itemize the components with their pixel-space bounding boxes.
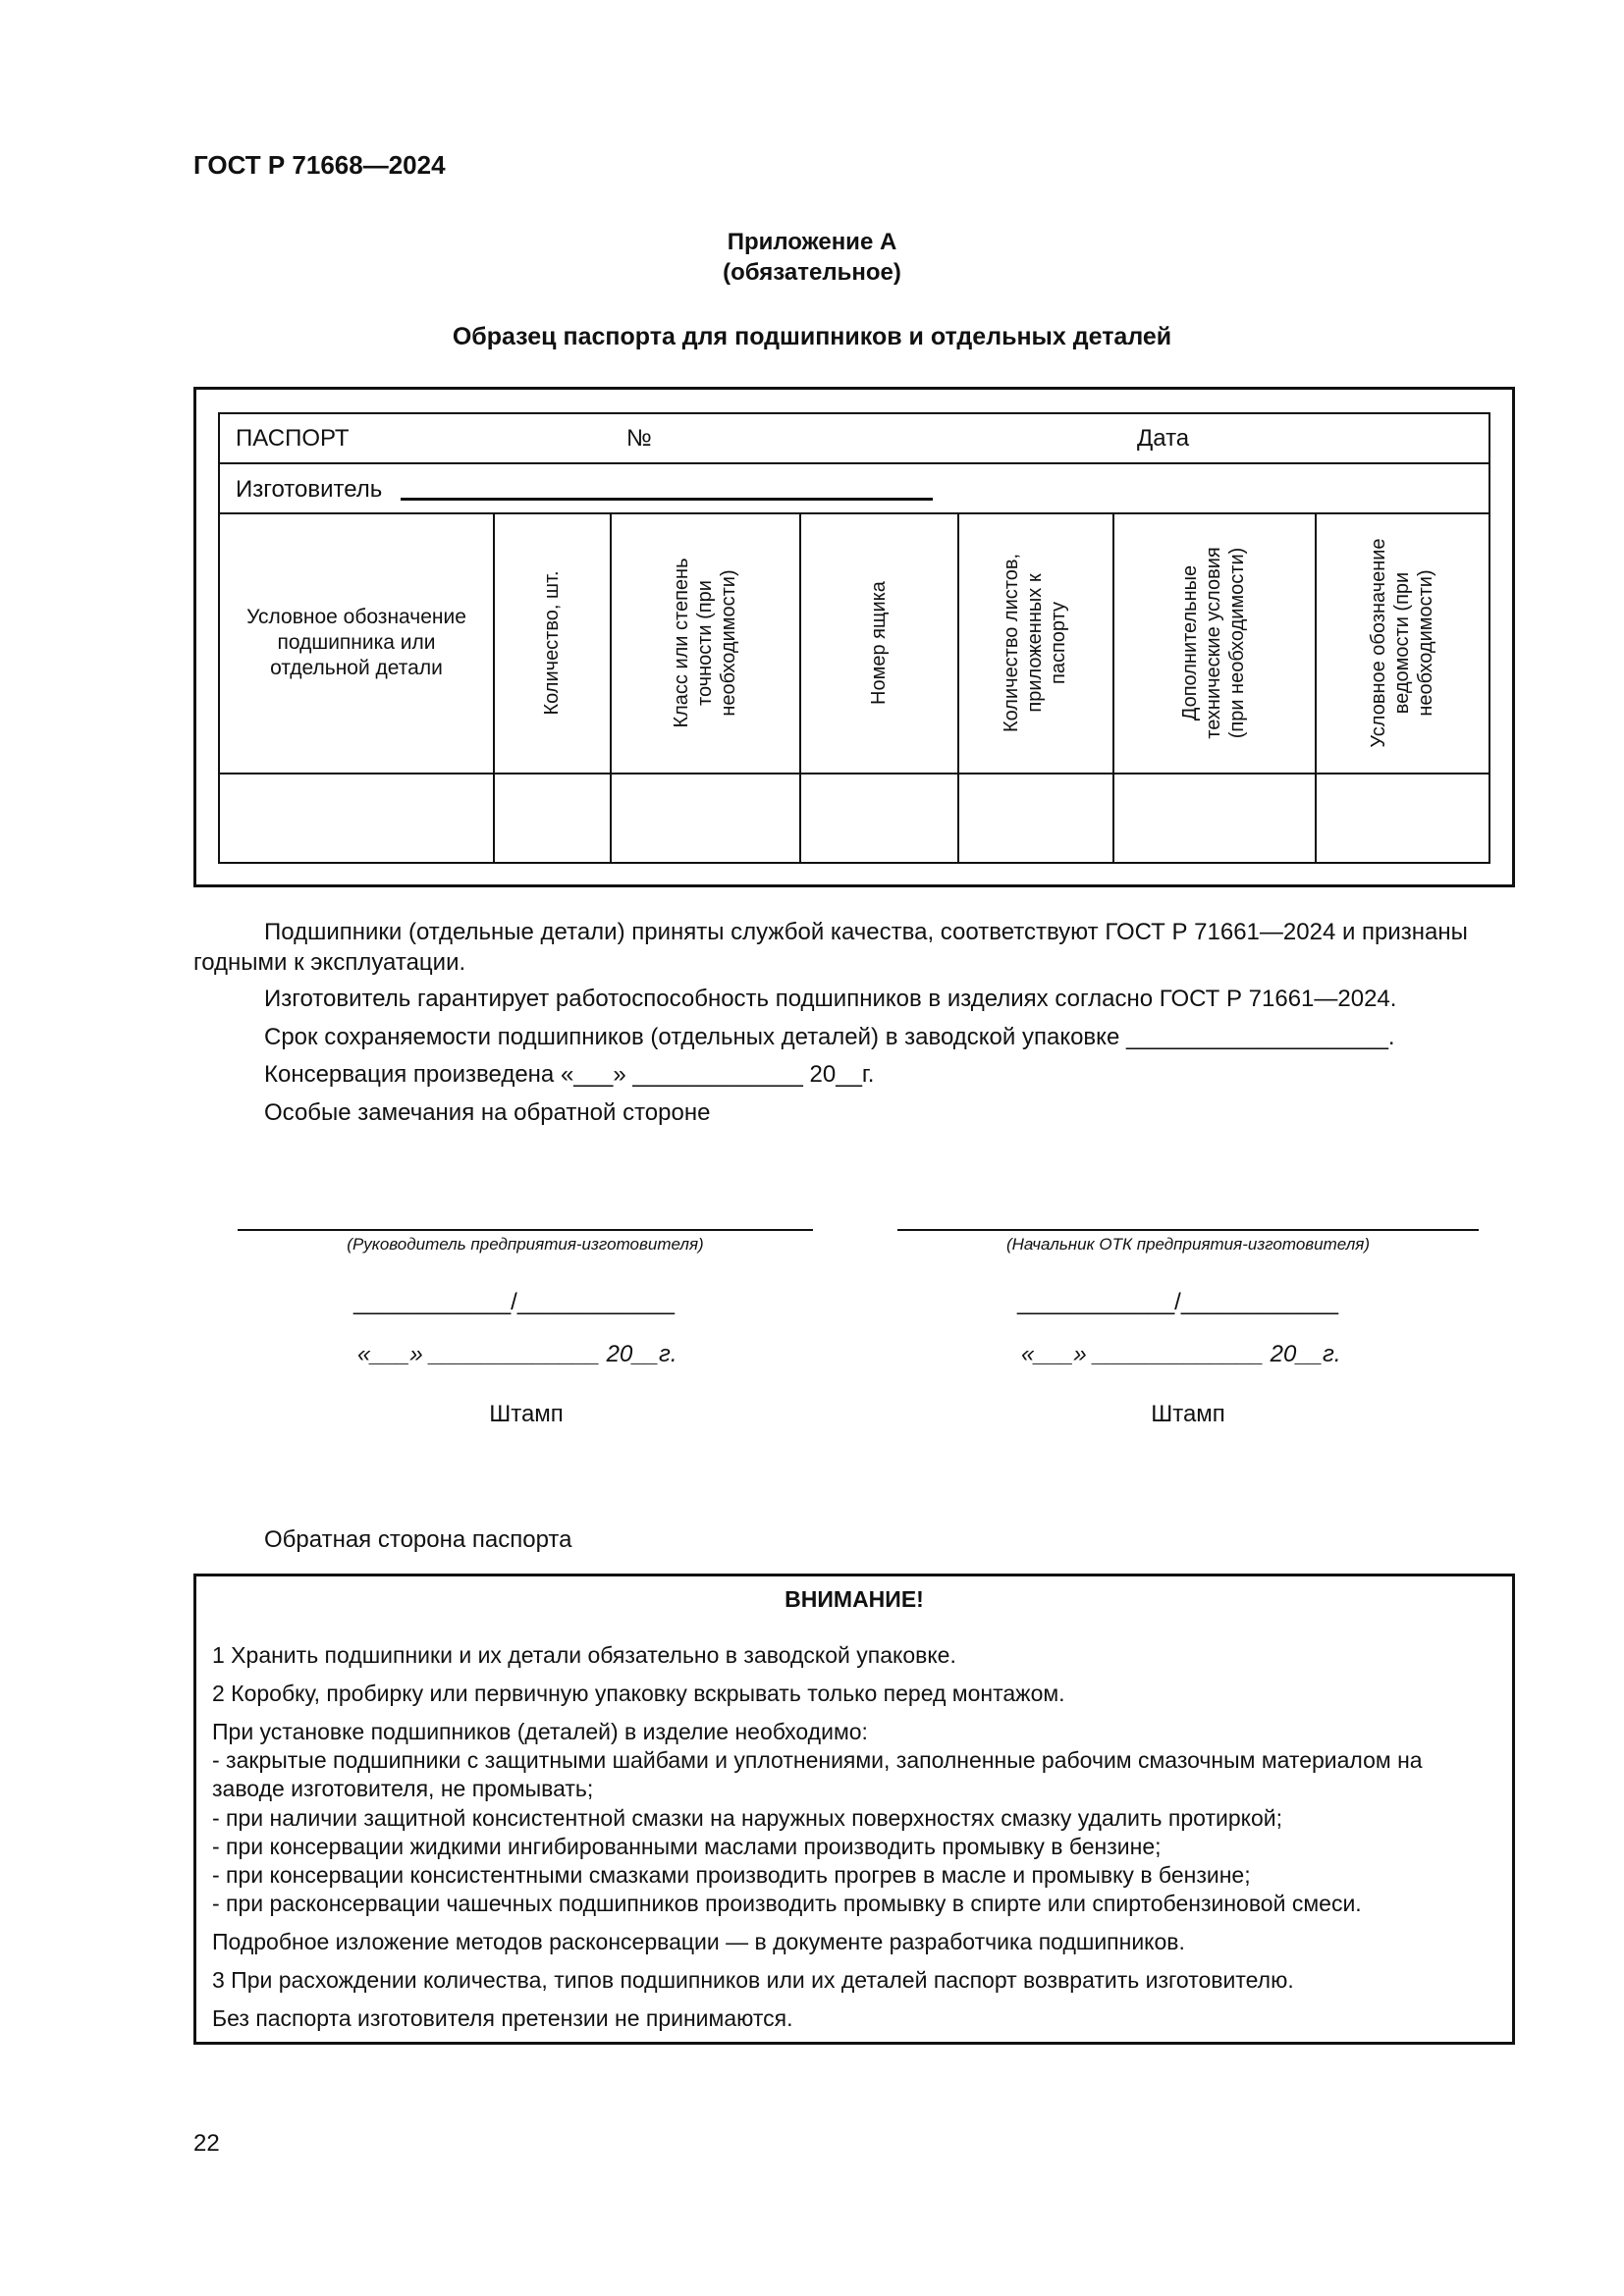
table-cell-designation[interactable]	[220, 775, 492, 862]
warning-line: 2 Коробку, пробирку или первичную упаковку вскрывать только перед монтажом.	[212, 1681, 1065, 1706]
warning-line: - при наличии защитной консистентной смазки на наружных поверхностях смазку удалить протиркой;	[212, 1805, 1282, 1831]
director-caption: (Руководитель предприятия-изготовителя)	[347, 1235, 704, 1254]
manufacturer-field-line[interactable]	[401, 498, 933, 501]
column-header-statement-designation: Условное обозначение ведомости (при необходимости)	[1368, 538, 1436, 748]
warning-line: При установке подшипников (деталей) в изделие необходимо:	[212, 1719, 868, 1744]
acceptance-paragraph: Подшипники (отдельные детали) приняты службой качества, соответствуют ГОСТ Р 71661—2024 и признаны годными к эксплуатации.	[193, 919, 1468, 976]
director-signature-line[interactable]	[238, 1229, 813, 1231]
row-divider	[218, 462, 1490, 464]
appendix-title: Приложение А	[727, 229, 897, 255]
table-cell-accuracy-class[interactable]	[612, 775, 798, 862]
table-cell-box-number[interactable]	[801, 775, 956, 862]
qc-head-signature-line[interactable]	[897, 1229, 1479, 1231]
document-id: ГОСТ Р 71668—2024	[193, 150, 446, 180]
warning-line: Без паспорта изготовителя претензии не принимаются.	[212, 2005, 793, 2031]
passport-number-label: №	[626, 425, 652, 452]
qc-head-caption: (Начальник ОТК предприятия-изготовителя)	[1005, 1235, 1371, 1254]
director-date-line[interactable]: «___» _____________ 20__г.	[357, 1341, 677, 1367]
warning-title: ВНИМАНИЕ!	[785, 1586, 924, 1612]
warning-line: 3 При расхождении количества, типов подшипников или их деталей паспорт возвратить изготовителю.	[212, 1967, 1294, 1993]
column-header-sheet-count: Количество листов, приложенных к паспорту	[1001, 553, 1069, 733]
passport-date-label: Дата	[1137, 425, 1190, 452]
column-header-box-number: Номер ящика	[868, 581, 890, 705]
appendix-heading: Образец паспорта для подшипников и отдельных деталей	[452, 323, 1172, 350]
table-cell-statement-designation[interactable]	[1317, 775, 1489, 862]
shelf-life-paragraph: Срок сохраняемости подшипников (отдельных деталей) в заводской упаковке ____________________.	[264, 1024, 1395, 1050]
reverse-side-title: Обратная сторона паспорта	[264, 1526, 572, 1553]
preservation-paragraph: Консервация произведена «___» _____________ 20__г.	[264, 1061, 875, 1088]
passport-label: ПАСПОРТ	[236, 425, 350, 452]
remarks-paragraph: Особые замечания на обратной стороне	[264, 1099, 711, 1126]
appendix-status: (обязательное)	[723, 259, 901, 286]
column-header-designation: Условное обозначение подшипника или отдельной детали	[246, 606, 466, 679]
column-header-quantity: Количество, шт.	[541, 570, 563, 716]
manufacturer-label: Изготовитель	[236, 476, 383, 503]
row-divider	[218, 512, 1490, 514]
row-divider	[218, 773, 1490, 774]
guarantee-paragraph: Изготовитель гарантирует работоспособность подшипников в изделиях согласно ГОСТ Р 71661—2024.	[264, 986, 1397, 1012]
table-cell-technical-conditions[interactable]	[1114, 775, 1314, 862]
director-stamp-label: Штамп	[489, 1401, 564, 1427]
warning-line: - при консервации консистентными смазками производить прогрев в масле и промывку в бензине;	[212, 1862, 1251, 1888]
warning-line: Подробное изложение методов расконсервации — в документе разработчика подшипников.	[212, 1929, 1185, 1954]
warning-line: - при консервации жидкими ингибированными маслами производить промывку в бензине;	[212, 1834, 1162, 1859]
table-cell-quantity[interactable]	[495, 775, 609, 862]
qc-head-date-line[interactable]: «___» _____________ 20__г.	[1021, 1341, 1341, 1367]
column-header-accuracy-class: Класс или степень точности (при необходимости)	[671, 558, 739, 728]
warning-line: - при расконсервации чашечных подшипников производить промывку в спирте или спиртобензиновой смеси.	[212, 1891, 1362, 1916]
qc-head-stamp-label: Штамп	[1151, 1401, 1225, 1427]
table-cell-sheet-count[interactable]	[959, 775, 1111, 862]
column-header-technical-conditions: Дополнительные технические условия (при необходимости)	[1179, 547, 1248, 739]
page-number: 22	[193, 2130, 220, 2157]
warning-line: - закрытые подшипники с защитными шайбами и уплотнениями, заполненные рабочим смазочным материалом на заводе изготовителя, не промывать;	[212, 1747, 1423, 1801]
warning-line: 1 Хранить подшипники и их детали обязательно в заводской упаковке.	[212, 1642, 956, 1668]
qc-head-name-line[interactable]: ____________/____________	[1017, 1289, 1339, 1315]
director-name-line[interactable]: ____________/____________	[353, 1289, 676, 1315]
